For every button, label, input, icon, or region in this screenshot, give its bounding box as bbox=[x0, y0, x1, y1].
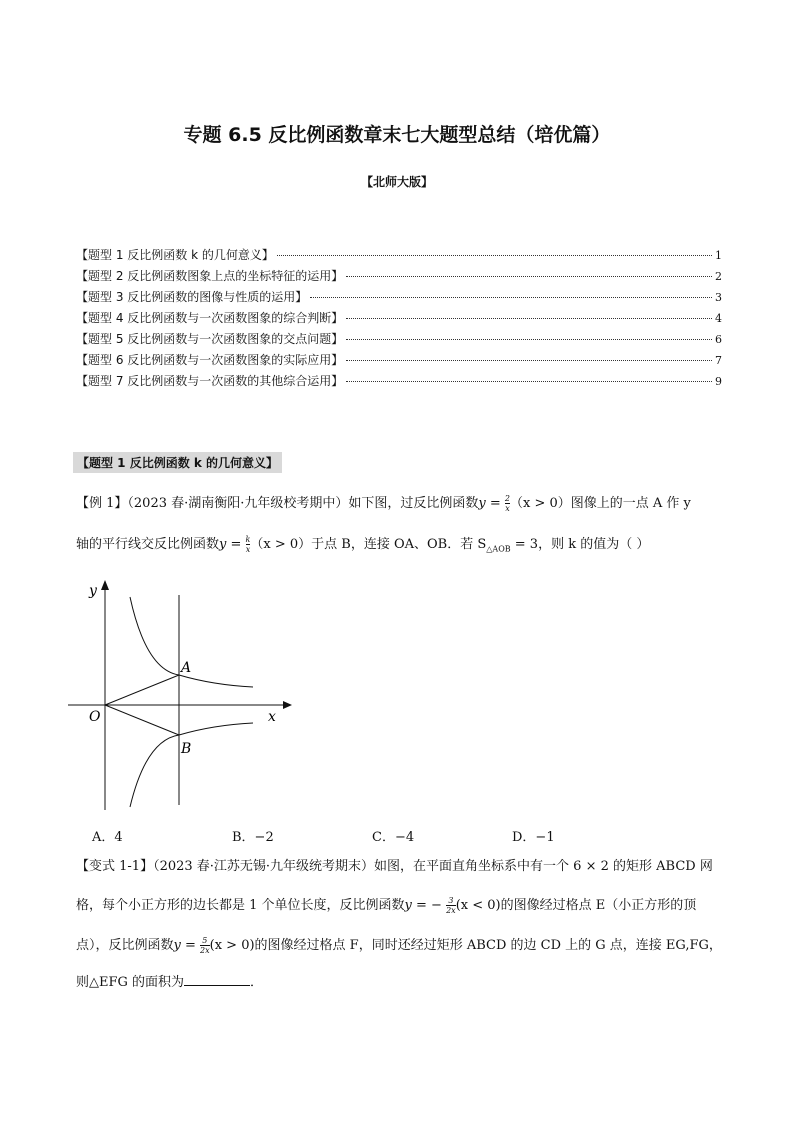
variant-1-text: (x > 0)的图像经过格点 F，同时还经过矩形 ABCD 的边 CD 上的 G 点，连接 EG,FG， bbox=[209, 938, 722, 953]
edition-label: 【北师大版】 bbox=[360, 175, 433, 189]
hyperbola-positive bbox=[130, 597, 253, 687]
point-a-label: A bbox=[181, 660, 192, 676]
variant-1-text: (x < 0)的图像经过格点 E（小正方形的顶 bbox=[455, 898, 697, 913]
area-subscript: △AOB bbox=[486, 544, 511, 554]
toc-entry-page: 9 bbox=[715, 375, 722, 388]
toc-entry[interactable] bbox=[76, 351, 722, 372]
fraction bbox=[200, 936, 210, 955]
function-y: y = bbox=[478, 496, 501, 511]
toc-leader-dots bbox=[346, 339, 712, 340]
example-1-line-1 bbox=[76, 494, 722, 513]
fraction-denominator: 2x bbox=[200, 946, 210, 955]
answer-options bbox=[92, 826, 652, 845]
toc-entry-label: 【题型 7 反比例函数与一次函数的其他综合运用】 bbox=[76, 374, 344, 388]
fraction bbox=[446, 896, 456, 915]
variant-1-text: 则△EFG 的面积为 bbox=[76, 975, 185, 990]
variant-1-line-2 bbox=[76, 896, 722, 915]
example-1-text: （x > 0）于点 B，连接 OA、OB．若 S bbox=[250, 537, 487, 552]
example-1-line-2 bbox=[76, 535, 722, 559]
variant-1-line-4 bbox=[76, 974, 722, 992]
toc-entry-page: 2 bbox=[715, 270, 722, 283]
point-b-label: B bbox=[181, 741, 192, 757]
toc-entry[interactable] bbox=[76, 330, 722, 351]
toc-leader-dots bbox=[310, 297, 712, 298]
example-1-text: 【例 1】（2023 春·湖南衡阳·九年级校考期中）如下图，过反比例函数 bbox=[76, 496, 479, 511]
option-b[interactable]: B．−2 bbox=[232, 830, 274, 845]
toc-entry-label: 【题型 6 反比例函数与一次函数图象的实际应用】 bbox=[76, 353, 344, 367]
segment-ob bbox=[105, 705, 179, 735]
variant-1-text: 【变式 1-1】（2023 春·江苏无锡·九年级统考期末）如图，在平面直角坐标系中有一个 6 × 2 的矩形 ABCD 网 bbox=[76, 859, 713, 874]
toc-entry-label: 【题型 1 反比例函数 k 的几何意义】 bbox=[76, 248, 274, 262]
toc-leader-dots bbox=[277, 255, 712, 256]
function-y: y = bbox=[173, 938, 196, 953]
example-1-text: 轴的平行线交反比例函数 bbox=[76, 537, 220, 552]
toc-entry[interactable] bbox=[76, 267, 722, 288]
toc-leader-dots bbox=[346, 318, 712, 319]
table-of-contents bbox=[76, 246, 722, 393]
toc-leader-dots bbox=[346, 381, 712, 382]
toc-entry-label: 【题型 2 反比例函数图象上点的坐标特征的运用】 bbox=[76, 269, 344, 283]
toc-entry[interactable] bbox=[76, 288, 722, 309]
section-heading: 【题型 1 反比例函数 k 的几何意义】 bbox=[73, 452, 282, 473]
fraction-denominator: 2x bbox=[446, 906, 456, 915]
variant-1-text: ． bbox=[250, 975, 264, 990]
toc-entry-page: 6 bbox=[715, 333, 722, 346]
fraction-numerator: 2 bbox=[504, 494, 510, 503]
toc-entry[interactable] bbox=[76, 372, 722, 393]
fraction-numerator: 3 bbox=[448, 896, 454, 905]
option-d[interactable]: D．−1 bbox=[512, 830, 555, 845]
fraction-denominator: x bbox=[245, 545, 251, 554]
toc-leader-dots bbox=[346, 276, 712, 277]
toc-entry[interactable] bbox=[76, 309, 722, 330]
toc-entry-page: 7 bbox=[715, 354, 722, 367]
function-graph bbox=[68, 575, 308, 810]
option-c[interactable]: C．−4 bbox=[372, 830, 415, 845]
toc-entry-page: 3 bbox=[715, 291, 722, 304]
origin-label: O bbox=[89, 709, 101, 725]
y-axis-arrow bbox=[101, 580, 109, 590]
fraction-denominator: x bbox=[505, 504, 510, 513]
option-a[interactable]: A．4 bbox=[92, 830, 123, 845]
fraction-numerator: k bbox=[245, 535, 251, 544]
toc-entry-page: 1 bbox=[715, 249, 722, 262]
page-title: 专题 6.5 反比例函数章末七大题型总结（培优篇） bbox=[183, 124, 611, 146]
example-1-text: （x > 0）图像上的一点 A 作 y bbox=[510, 496, 691, 511]
x-axis-label: x bbox=[268, 709, 276, 725]
example-1-text: = 3，则 k 的值为（ ） bbox=[510, 537, 650, 552]
function-y: y = bbox=[219, 537, 242, 552]
variant-1-text: 格，每个小正方形的边长都是 1 个单位长度，反比例函数 bbox=[76, 898, 405, 913]
y-axis-label: y bbox=[89, 583, 97, 599]
toc-leader-dots bbox=[346, 360, 712, 361]
variant-1-line-3 bbox=[76, 936, 722, 955]
answer-blank[interactable] bbox=[184, 985, 250, 986]
function-y: y = − bbox=[404, 898, 442, 913]
variant-1-text: 点），反比例函数 bbox=[76, 938, 174, 953]
hyperbola-negative bbox=[130, 723, 253, 807]
toc-entry[interactable] bbox=[76, 246, 722, 267]
segment-oa bbox=[105, 675, 179, 705]
variant-1-line-1 bbox=[76, 858, 722, 876]
toc-entry-label: 【题型 3 反比例函数的图像与性质的运用】 bbox=[76, 290, 308, 304]
fraction-numerator: 5 bbox=[202, 936, 208, 945]
toc-entry-label: 【题型 5 反比例函数与一次函数图象的交点问题】 bbox=[76, 332, 344, 346]
toc-entry-page: 4 bbox=[715, 312, 722, 325]
x-axis-arrow bbox=[283, 701, 292, 709]
toc-entry-label: 【题型 4 反比例函数与一次函数图象的综合判断】 bbox=[76, 311, 344, 325]
